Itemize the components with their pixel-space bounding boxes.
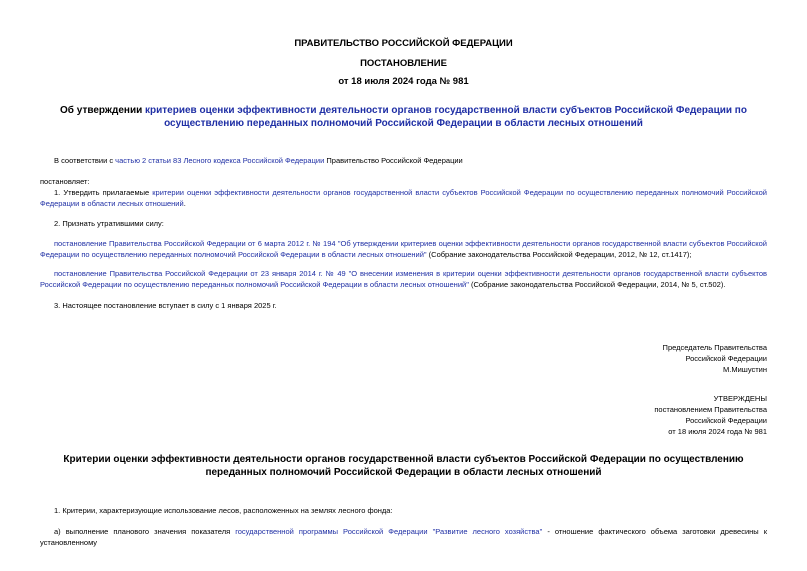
item-1-pre: 1. Утвердить прилагаемые (54, 188, 153, 197)
revoked-act-1-source: (Собрание законодательства Российской Федерации, 2012, № 12, ст.1417); (426, 250, 692, 259)
state-program-link[interactable]: государственной программы Российской Федерации "Развитие лесного хозяйства" (235, 527, 543, 536)
revoked-act-2-link[interactable]: постановление Правительства Российской Федерации от 23 января 2014 г. № 49 "О внесении изменения в критерии оценки эффективности деятельности органов государственной власти субъектов Российской Федерации по осуществлению переданных полномочий Российской Федерации в области лесных отношений" (40, 269, 767, 289)
title-link[interactable]: критериев оценки эффективности деятельности органов государственной власти субъектов Российской Федерации по осуществлению переданных полномочий Российской Федерации в области лесных отношений (145, 105, 747, 129)
revoked-act-2 (40, 268, 767, 290)
revoked-act-2-source: (Собрание законодательства Российской Федерации, 2014, № 5, ст.502). (468, 280, 726, 289)
signature-name: М.Мишустин (723, 365, 767, 374)
issuing-authority: ПРАВИТЕЛЬСТВО РОССИЙСКОЙ ФЕДЕРАЦИИ (294, 38, 513, 49)
approval-line-2: постановлением Правительства (654, 405, 767, 414)
document-date-number: от 18 июля 2024 года № 981 (338, 76, 469, 87)
item-1-post: . (183, 199, 186, 208)
approval-heading: УТВЕРЖДЕНЫ (713, 394, 767, 403)
preamble (40, 155, 767, 166)
decides-text: постановляет: (40, 177, 90, 186)
item-3: 3. Настоящее постановление вступает в силу с 1 января 2025 г. (54, 301, 277, 310)
preamble-pre: В соответствии с (54, 156, 116, 165)
forest-code-link[interactable]: частью 2 статьи 83 Лесного кодекса Российской Федерации (115, 156, 325, 165)
preamble-post: Правительство Российской Федерации (324, 156, 463, 165)
approval-line-3: Российской Федерации (685, 416, 767, 425)
criteria-item-1: 1. Критерии, характеризующие использование лесов, расположенных на землях лесного фонда: (54, 506, 393, 515)
approval-block (654, 393, 767, 437)
criteria-item-a-post: - отношение фактического объема заготовки древесины к установленному (40, 527, 767, 547)
criteria-title: Критерии оценки эффективности деятельности органов государственной власти субъектов Российской Федерации по осуществлению переданных полномочий Российской Федерации в области лесных отношений (63, 454, 744, 478)
item-1 (40, 187, 767, 209)
item-2: 2. Признать утратившими силу: (54, 219, 164, 228)
criteria-item-a (40, 526, 767, 548)
revoked-act-1 (40, 238, 767, 260)
signature-country: Российской Федерации (685, 354, 767, 363)
criteria-item-a-pre: а) выполнение планового значения показателя (54, 527, 236, 536)
document-title (40, 104, 767, 130)
document-type: ПОСТАНОВЛЕНИЕ (360, 58, 447, 69)
approval-line-4: от 18 июля 2024 года № 981 (668, 427, 767, 436)
criteria-link[interactable]: критерии оценки эффективности деятельности органов государственной власти субъектов Российской Федерации по осуществлению переданных полномочий Российской Федерации в области лесных отношений (40, 188, 767, 208)
signature-position: Председатель Правительства (662, 343, 767, 352)
title-prefix: Об утверждении (60, 105, 146, 116)
signature-block (663, 342, 767, 375)
revoked-act-1-link[interactable]: постановление Правительства Российской Федерации от 6 марта 2012 г. № 194 "Об утверждении критериев оценки эффективности деятельности органов государственной власти субъектов Российской Федерации по осуществлению переданных полномочий Российской Федерации в области лесных отношений" (40, 239, 767, 259)
